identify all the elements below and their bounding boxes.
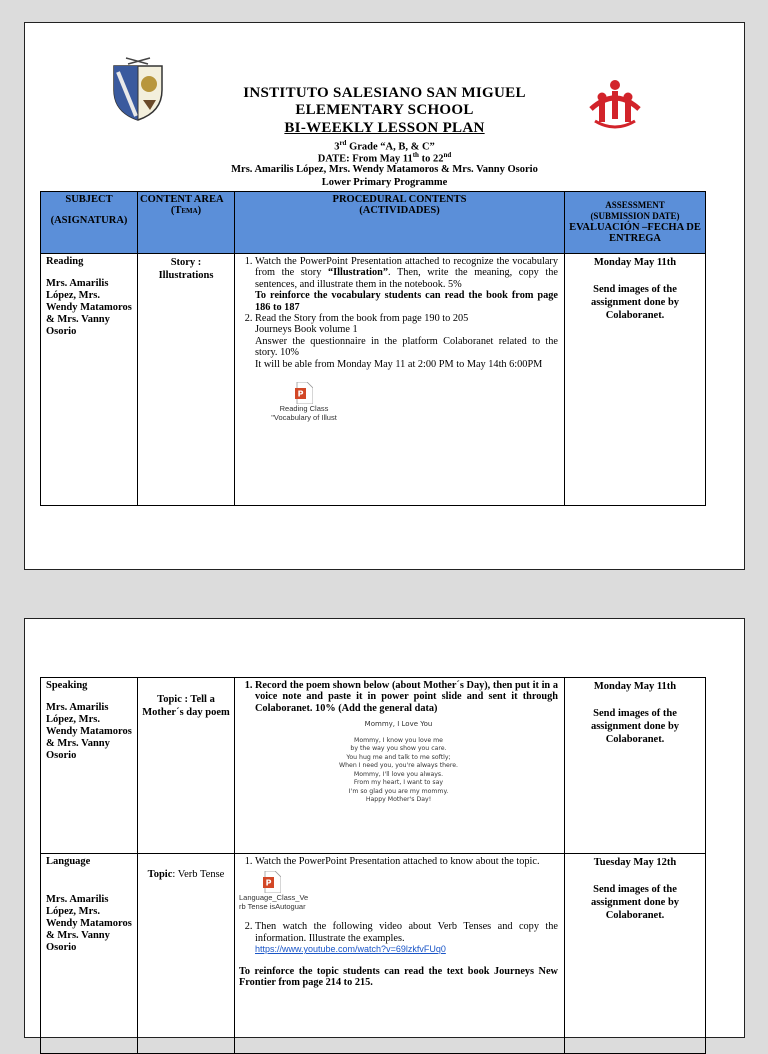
list-item: 2. Read the Story from the book from page 190 to 205 Journeys Book volume 1 Answer the questionnaire in the platform Colaboranet related to the story. 10% It will be able from Monday May 11 at 2:00 PM to May 14th 6:00PM <box>255 313 558 370</box>
svg-text:P: P <box>297 389 304 399</box>
plan-title: BI-WEEKLY LESSON PLAN <box>284 120 485 136</box>
mothers-day-poem: Mommy, I Love You Mommy, I know you love me by the way you show you care. You hug me and talk to me softly; When I need you, you're always there. Mommy, I'll love you always. From my heart, I want to say I'm so glad you are my mommy. Happy Mother's Day! <box>338 720 459 804</box>
content-header: CONTENT AREA (Tema) <box>138 192 235 254</box>
assessment-cell: Monday May 11th Send images of the assignment done by Colaboranet. <box>565 678 706 854</box>
procedural-cell <box>235 254 565 506</box>
date-line: DATE: From May 11th to 22nd <box>317 151 452 165</box>
school-name: INSTITUTO SALESIANO SAN MIGUEL <box>243 85 526 101</box>
school-level: ELEMENTARY SCHOOL <box>295 102 474 118</box>
subject-cell: Reading Mrs. Amarilis López, Mrs. Wendy Matamoros & Mrs. Vanny Osorio <box>41 254 138 506</box>
content-cell: Topic: Verb Tense <box>138 854 235 1054</box>
programme-line: Lower Primary Programme <box>321 177 448 188</box>
assessment-cell: Tuesday May 12th Send images of the assignment done by Colaboranet. <box>565 854 706 1054</box>
document-page-2 <box>24 618 745 1038</box>
procedural-header: PROCEDURAL CONTENTS (ACTIVIDADES) <box>235 192 565 254</box>
table-row-speaking <box>41 678 706 854</box>
powerpoint-file-icon <box>263 871 281 893</box>
powerpoint-file-icon <box>295 382 313 404</box>
list-item: 2. Then watch the following video about Verb Tenses and copy the information. Illustrate the examples. https://www.youtube.com/watch?v=69lzkfvFUq0 <box>255 921 558 955</box>
list-item: 1. Record the poem shown below (about Mother´s Day), then put it in a voice note and paste it in power point slide and sent it through Colaboranet. 10% (Add the general data) <box>255 680 558 714</box>
content-cell: Story : Illustrations <box>138 254 235 506</box>
table-header-row <box>41 192 706 254</box>
list-item: 1. Watch the PowerPoint Presentation attached to recognize the vocabulary from the story “Illustration”. Then, write the meaning, copy the sentences, and illustrate them in the notebook. 5% To reinforce the vocabulary students can read the book from page 186 to 187 <box>255 256 558 313</box>
table-row-reading <box>41 254 706 506</box>
procedural-cell <box>235 678 565 854</box>
ppt-attachment-reading[interactable]: P Reading Class "Vocabulary of Illust <box>249 382 359 422</box>
document-page-1 <box>24 22 745 570</box>
subject-header: SUBJECT (ASIGNATURA) <box>41 192 138 254</box>
assessment-header: ASSESSMENT (SUBMISSION DATE) EVALUACIÓN –FECHA DE ENTREGA <box>565 192 706 254</box>
assessment-cell: Monday May 11th Send images of the assignment done by Colaboranet. <box>565 254 706 506</box>
ppt-attachment-language[interactable]: P Language_Class_Ve rb Tense isAutoguar <box>239 871 349 911</box>
lesson-plan-table <box>40 191 706 506</box>
reinforce-note: To reinforce the topic students can read the text book Journeys New Frontier from page 214 to 215. <box>239 965 558 989</box>
svg-text:P: P <box>265 878 272 888</box>
youtube-link[interactable]: https://www.youtube.com/watch?v=69lzkfvFUq0 <box>255 944 446 955</box>
subject-cell: Speaking Mrs. Amarilis López, Mrs. Wendy Matamoros & Mrs. Vanny Osorio <box>41 678 138 854</box>
subject-cell: Language Mrs. Amarilis López, Mrs. Wendy Matamoros & Mrs. Vanny Osorio <box>41 854 138 1054</box>
content-cell: Topic : Tell a Mother´s day poem <box>138 678 235 854</box>
grade-line: 3rd Grade “A, B, & C” <box>334 139 435 153</box>
lesson-plan-table-continued <box>40 677 706 1054</box>
list-item: 1. Watch the PowerPoint Presentation attached to know about the topic. <box>255 856 558 867</box>
teachers-line: Mrs. Amarilis López, Mrs. Wendy Matamoros & Mrs. Vanny Osorio <box>231 164 538 175</box>
